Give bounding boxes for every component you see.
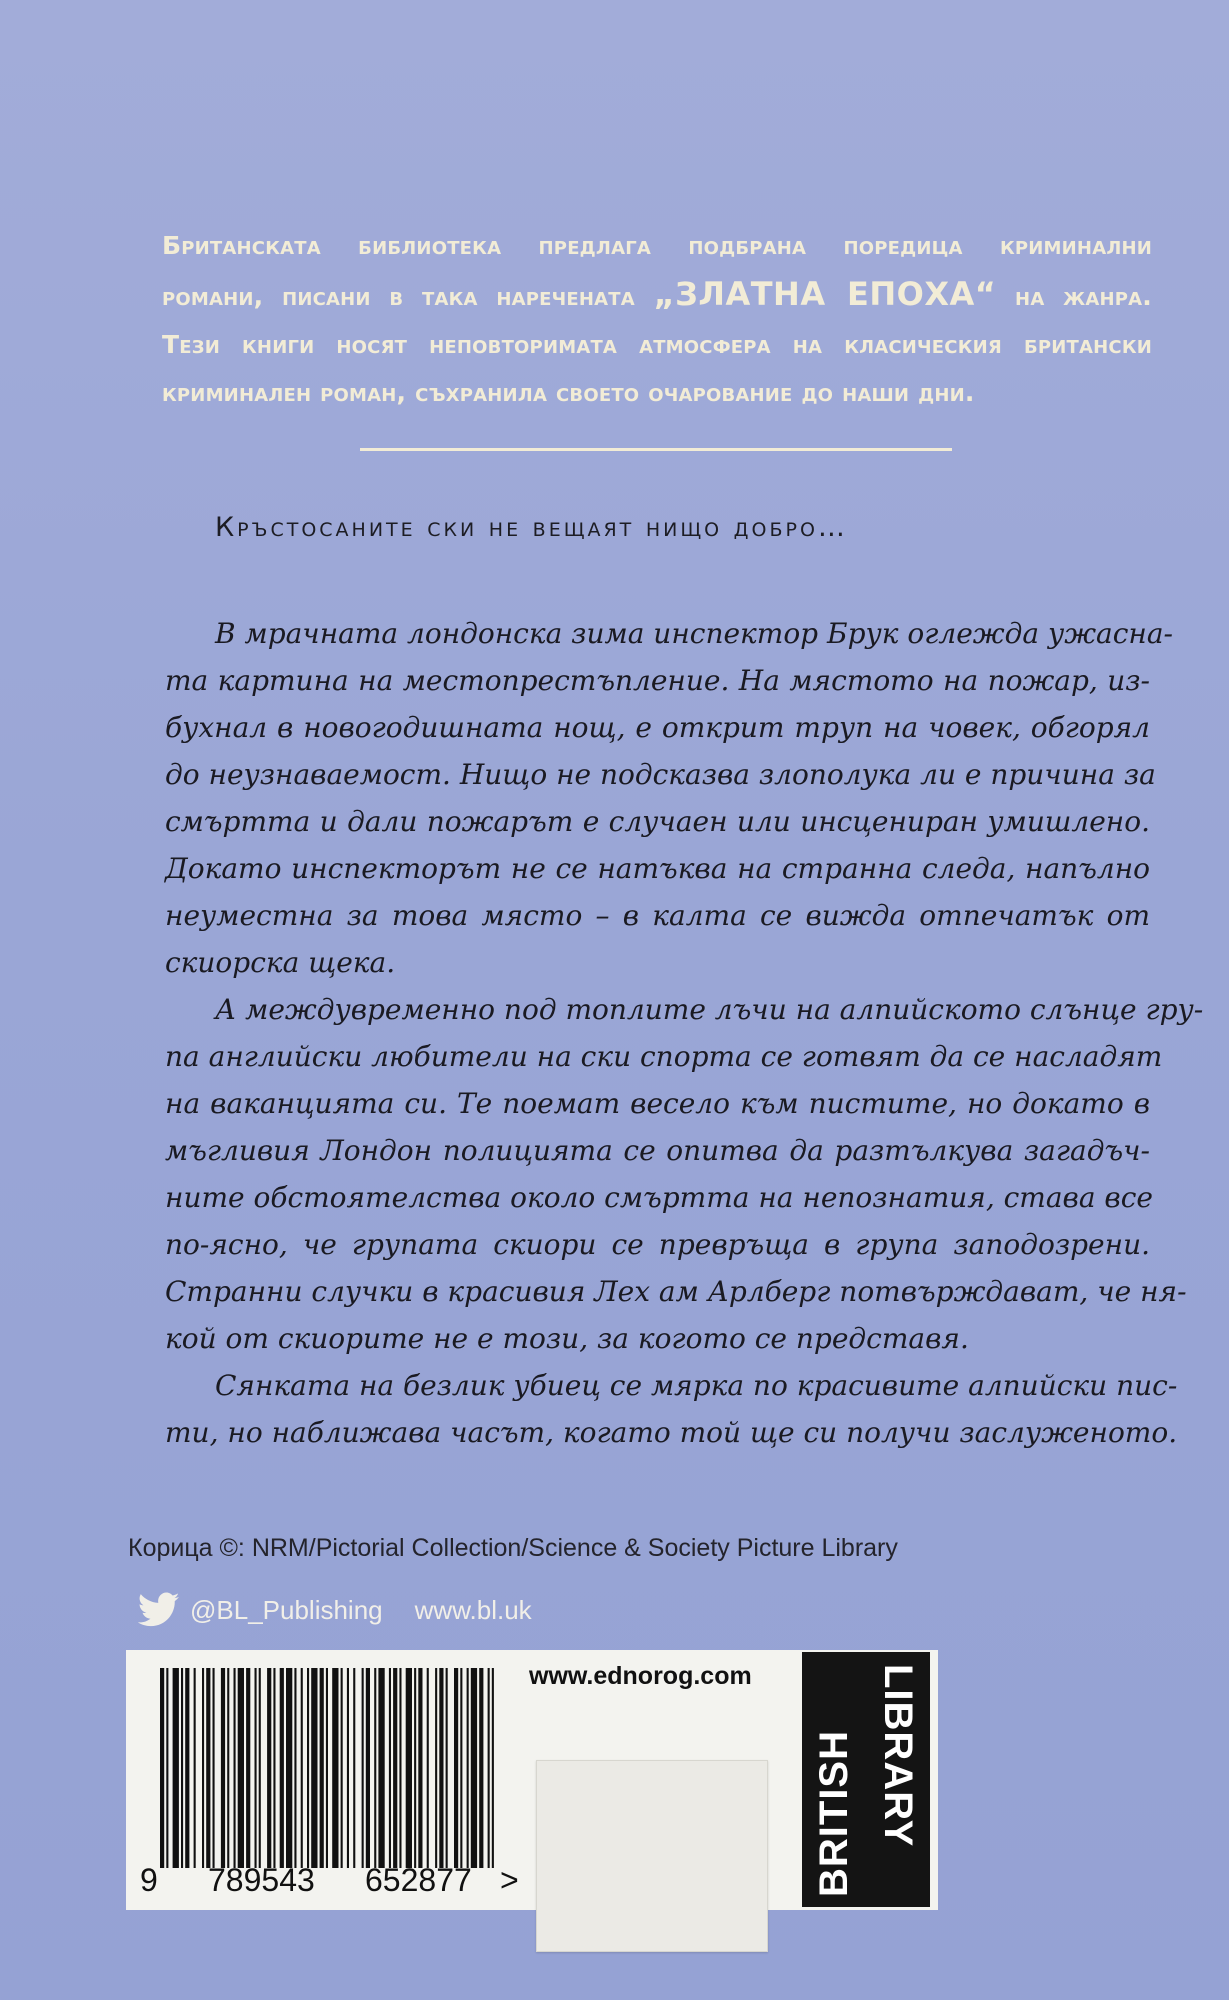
cover-credit: Корица ©: NRM/Pictorial Collection/Science & Society Picture Library [128, 1534, 898, 1562]
text-line: бухнал в новогодишната нощ, е открит труп на човек, обгорял [165, 711, 1150, 744]
text-line: на ваканцията си. Те поемат весело към пистите, но докато в [165, 1087, 1150, 1120]
text-line: Сянката на безлик убиец се мярка по красивите алпийски пис- [215, 1369, 1178, 1402]
text-line: смъртта и дали пожарът е случаен или инсцениран умишлено. [165, 805, 1150, 838]
text-line: мъгливия Лондон полицията се опитва да разтълкува загадъч- [165, 1134, 1150, 1167]
golden-age-phrase: „ЗЛАТНА ЕПОХА“ [653, 275, 997, 313]
text-line: до неузнаваемост. Нищо не подсказва злополука ли е причина за [165, 758, 1156, 791]
intro-line-4: криминален роман, съхранила своето очарование до наши дни. [162, 378, 975, 407]
isbn-arrow: > [500, 1862, 519, 1898]
intro-line-2-start: романи, писани в така наречената [162, 282, 654, 311]
text-line: по-ясно, че групата скиори се превръща в група заподозрени. [165, 1228, 1150, 1261]
synopsis-paragraph-2 [165, 986, 1204, 1362]
price-sticker [536, 1760, 768, 1952]
logo-word-library: LIBRARY [876, 1664, 920, 1848]
text-line: ти, но наближава часът, когато той ще си получи заслуженото. [165, 1416, 1178, 1449]
intro-line-1: Британската библиотека предлага подбрана поредица криминални [162, 231, 1152, 260]
synopsis [165, 610, 1204, 1456]
intro-line-2-end: на жанра. [996, 282, 1152, 311]
text-line: В мрачната лондонска зима инспектор Брук оглежда ужасна- [215, 617, 1173, 650]
isbn-barcode [138, 1668, 498, 1868]
twitter-handle[interactable]: @BL_Publishing [190, 1594, 383, 1625]
text-line: Докато инспекторът не се натъква на странна следа, напълно [165, 852, 1150, 885]
publisher-website[interactable]: www.ednorog.com [529, 1662, 752, 1690]
text-line: кой от скиорите не е този, за когото се представя. [165, 1322, 969, 1355]
british-library-logo [802, 1652, 930, 1907]
text-line: па английски любители на ски спорта се готвят да се насладят [165, 1040, 1163, 1073]
text-line: А междувременно под топлите лъчи на алпийското слънце гру- [215, 993, 1204, 1026]
logo-word-british: BRITISH [812, 1730, 856, 1897]
series-intro [162, 222, 1152, 417]
website-link[interactable]: www.bl.uk [414, 1594, 532, 1625]
intro-line-2 [162, 270, 1152, 321]
synopsis-paragraph-1 [165, 610, 1173, 986]
tagline: Кръстосаните ски не вещаят нищо добро… [215, 512, 848, 543]
intro-line-3: Тези книги носят неповторимата атмосфера на класическия британски [162, 330, 1152, 359]
text-line: Странни случки в красивия Лех ам Арлберг потвърждават, че ня- [165, 1275, 1187, 1308]
isbn-digit-first: 9 [140, 1862, 158, 1898]
synopsis-paragraph-3 [165, 1362, 1178, 1456]
text-line: та картина на местопрестъпление. На мястото на пожар, из- [165, 664, 1150, 697]
text-line: ните обстоятелства около смъртта на непознатия, става все [165, 1181, 1153, 1214]
text-line: скиорска щека. [165, 946, 396, 979]
text-line: неуместна за това място – в калта се вижда отпечатък от [165, 899, 1150, 932]
divider-rule [360, 448, 952, 451]
isbn-group-1: 789543 [208, 1862, 315, 1898]
social-links [138, 1592, 532, 1628]
twitter-bird-icon [138, 1592, 180, 1628]
isbn-group-2: 652877 [365, 1862, 472, 1898]
